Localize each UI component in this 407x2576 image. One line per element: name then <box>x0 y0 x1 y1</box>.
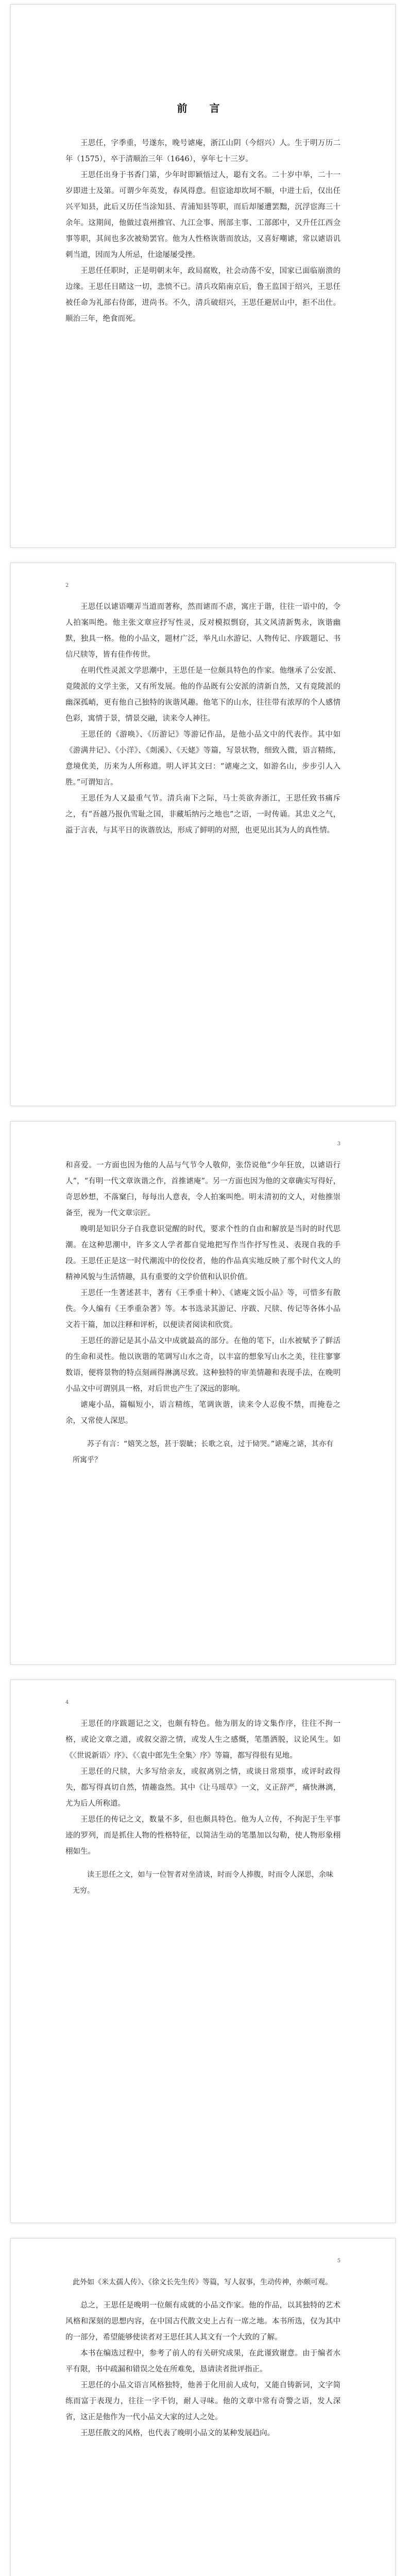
paragraph: 王思任的序跋题记之文，也颇有特色。他为朋友的诗文集作序，往往不拘一格，或论文章之道，或叙交游之情，或发人生之感慨，笔墨洒脱，议论风生。如《〈世说新语〉序》、《〈袁中郎先生全集〉序》等篇，都写得很有见地。 <box>65 1720 341 1760</box>
paragraph: 在明代性灵派文学思潮中，王思任是一位颇具特色的作家。他继承了公安派、竟陵派的文学主张，又有所发展。他的作品既有公安派的清新自然，又有竟陵派的幽深孤峭，更有他自己独特的诙谐风趣。他笔下的山水，往往带有浓厚的个人感情色彩，寓情于景，情景交融，读来令人神往。 <box>65 667 341 723</box>
page-number: 3 <box>337 1141 341 1147</box>
page-4 <box>10 1680 396 2223</box>
paragraph: 王思任的传记之文，数量不多，但也颇具特色。他为人立传，不拘泥于生平事迹的罗列，而是抓住人物的性格特征，以简洁生动的笔墨加以勾勒，使人物形象栩栩如生。 <box>65 1816 341 1856</box>
page-2 <box>10 563 396 1106</box>
page-1 <box>10 4 396 548</box>
paragraph: 王思任的游记是其小品文中成就最高的部分。在他的笔下，山水被赋予了鲜活的生命和灵性。他以诙谐的笔调写山水之奇，以丰富的想象写山水之美，往往寥寥数语，便将景物的特点刻画得淋漓尽致。这种独特的审美情趣和表现手法，在晚明小品文中可谓别具一格，对后世也产生了深远的影响。 <box>65 1337 341 1393</box>
paragraph: 王思任，字季重，号遂东，晚号谑庵，浙江山阴（今绍兴）人。生于明万历二年（1575），卒于清顺治三年（1646），享年七十三岁。 <box>65 139 341 163</box>
paragraph: 王思任的《游唤》、《历游记》等游记作品，是他小品文中的代表作。其中如《游满井记》、《小洋》、《剡溪》、《天姥》等篇，写景状物，细致入微，语言精练，意境优美，历来为人所称道。明人评其文曰：“谑庵之文，如游名山，步步引人入胜。”可谓知言。 <box>65 731 341 787</box>
paragraph: 王思任以谑语嘲弄当道而著称，然而谑而不虐，寓庄于谐，往往一语中的，令人拍案叫绝。他主张文章应抒写性灵，反对模拟剽窃，其文风清新隽永，诙谐幽默，独具一格。他的小品文，题材广泛，举凡山水游记、人物传记、序跋题记、书信尺牍等，皆有佳作传世。 <box>65 603 341 659</box>
page-1-body <box>65 41 341 327</box>
page-3 <box>10 1121 396 1665</box>
page-4-body <box>65 1716 341 1899</box>
block-quote: 苏子有言：“嬉笑之怒，甚于裂眦；长歌之哀，过于恸哭。”谑庵之谑，其亦有所寓乎？ <box>73 1440 333 1464</box>
paragraph: 王思任的尺牍，大多写给亲友，或叙离别之情，或谈日常琐事，或评时政得失，都写得真切自然，情趣盎然。其中《让马瑶草》一文，义正辞严，痛快淋漓，尤为后人所称道。 <box>65 1768 341 1808</box>
paragraph: 晚明是知识分子自我意识觉醒的时代，要求个性的自由和解放是当时的时代思潮。在这种思潮中，许多文人学者都自觉地把写作当作抒写性灵、表现自我的手段。王思任正是这一时代潮流中的佼佼者，他的作品真实地反映了那个时代文人的精神风貌与生活情趣，具有重要的文学价值和认识价值。 <box>65 1225 341 1281</box>
paragraph: 谑庵小品，篇幅短小，语言精练，笔调诙谐，读来令人忍俊不禁，而掩卷之余，又常使人深思。 <box>65 1401 341 1425</box>
paragraph: 王思任散文的风格，也代表了晚明小品文的某种发展趋向。 <box>80 2429 275 2437</box>
page-number: 4 <box>65 1700 69 1705</box>
page-3-body <box>65 1158 341 1468</box>
paragraph: 王思任出身于书香门第，少年时即颖悟过人，聪有文名。二十岁中举，二十一岁即进士及第。可谓少年英发，春风得意。但宦途却坎坷不顺，中进士后，仅出任兴平知县，此后又历任当涂知县、青浦知县等职，而后却屡遭罢黜，沉浮宦海三十余年。这期间，他做过袁州推官、九江佥事、刑部主事、工部郎中，又升任江西佥事等职，其间也多次被劾罢官。他为人性格诙谐而放达，又喜好嘲谑，常以谑语讥刺当道，因而为人所忌，仕途屡屡受挫。 <box>65 171 341 259</box>
page-title: 前 言 <box>177 102 229 114</box>
paragraph: 和喜爱。一方面也因为他的人品与气节令人敬仰，张岱说他“少年狂放，以谑语行人”，“有明一代文章诙谐之作，首推谑庵”。另一方面也因为他的文章确实写得好，奇思妙想，不落窠臼，每每出人意表，令人拍案叫绝。明末清初的文人，对他推崇备至，视为一代文章宗匠。 <box>65 1161 341 1217</box>
page-5 <box>10 2238 396 2576</box>
page-2-body <box>65 599 341 839</box>
paragraph: 本书在编选过程中，参考了前人的有关研究成果，在此谨致谢意。由于编者水平有限，书中疏漏和错误之处在所难免，恳请读者批评指正。 <box>65 2349 341 2374</box>
block-quote: 读王思任之文，如与一位智者对坐清谈，时而令人捧腹，时而令人深思，余味无穷。 <box>73 1871 333 1895</box>
paragraph: 王思任一生著述甚丰，著有《王季重十种》、《谑庵文饭小品》等，可惜多有散佚。今人编有《王季重杂著》等。本书选录其游记、序跋、尺牍、传记等各体小品文若干篇，加以注释和评析，以便读者阅读和欣赏。 <box>65 1289 341 1329</box>
page-5-body <box>65 2275 341 2442</box>
paragraph: 王思任的小品文语言风格独特，他善于化用前人成句，又能自铸新词，文字简练而富于表现力，往往一字千钧，耐人寻味。他的文章中常有奇警之语，发人深省，这正是他作为一代小品文大家的过人之处。 <box>65 2381 341 2421</box>
page-number: 5 <box>337 2258 341 2264</box>
paragraph: 王思任为人又最重气节。清兵南下之际，马士英欲奔浙江，王思任致书痛斥之，有“吾越乃报仇雪耻之国，非藏垢纳污之地也”之语，一时传诵。其忠义之气，溢于言表，与其平日的诙谐放达，形成了鲜明的对照，也更见出其为人的真性情。 <box>65 794 341 835</box>
page-number: 2 <box>65 583 69 588</box>
paragraph: 此外如《米太孺人传》、《徐文长先生传》等篇，写人叙事，生动传神，亦颇可观。 <box>73 2278 332 2286</box>
paragraph: 总之，王思任是晚明一位颇有成就的小品文作家。他的作品，以其独特的艺术风格和深刻的思想内容，在中国古代散文史上占有一席之地。本书所选，仅为其中的一部分，希望能够使读者对王思任其人其文有一个大致的了解。 <box>65 2301 341 2342</box>
paragraph: 王思任任职时，正是明朝末年，政局腐败，社会动荡不安，国家已面临崩溃的边缘。王思任目睹这一切，悲愤不已。清兵攻陷南京后，鲁王监国于绍兴，王思任被任命为礼部右侍郎，进尚书。不久，清兵破绍兴，王思任避居山中，拒不出仕。顺治三年，绝食而死。 <box>65 267 341 323</box>
